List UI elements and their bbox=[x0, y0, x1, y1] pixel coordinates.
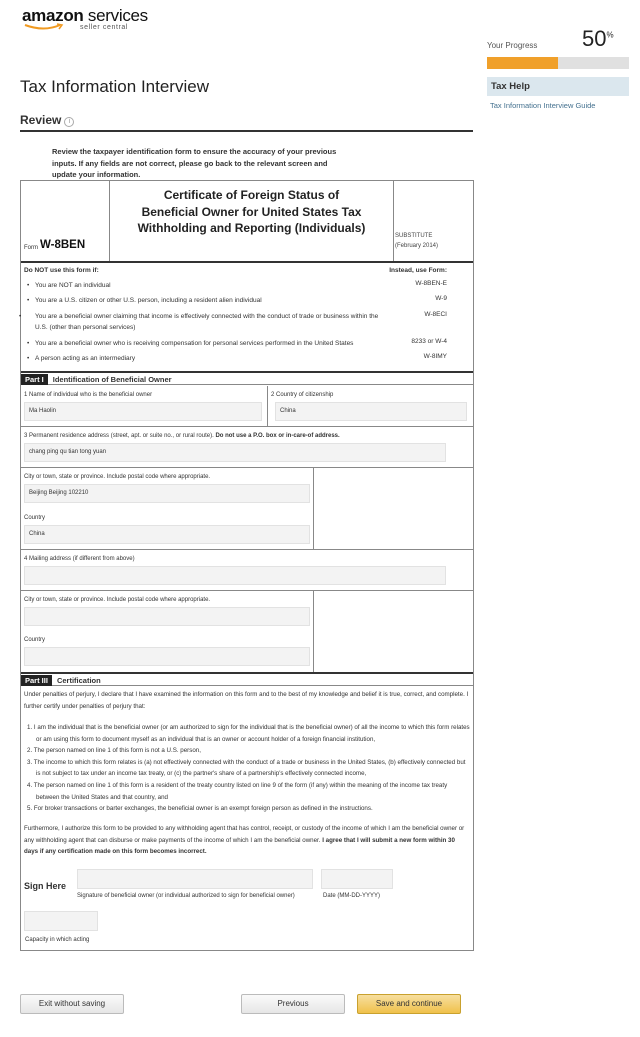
review-divider bbox=[20, 130, 473, 132]
instead-use-heading: Instead, use Form: bbox=[389, 267, 447, 274]
tax-interview-guide-link[interactable]: Tax Information Interview Guide bbox=[490, 101, 596, 110]
signature-label: Signature of beneficial owner (or individual authorized to sign for beneficial owner) bbox=[77, 893, 295, 899]
certification-preamble: Under penalties of perjury, I declare that I have examined the information on this form and to the best of my knowledge and belief it is true, correct, and complete. I further certify under penalties of perjury that: bbox=[24, 691, 469, 710]
dont-use-item: • A person acting as an intermediary bbox=[27, 355, 136, 362]
certification-item: 4. The person named on line 1 of this form is a resident of the treaty country listed on line 9 of the form (if any) within the meaning of the income tax treaty between the United States and that country, and bbox=[27, 781, 448, 801]
progress-fill bbox=[487, 57, 558, 69]
mailing-field[interactable] bbox=[24, 566, 446, 585]
w8ben-form bbox=[20, 180, 474, 951]
dont-use-item: • You are NOT an individual bbox=[27, 282, 111, 289]
previous-button[interactable]: Previous bbox=[241, 994, 345, 1014]
info-icon[interactable]: i bbox=[64, 117, 74, 127]
progress-percent: 50% bbox=[582, 26, 614, 51]
signature-field[interactable] bbox=[77, 869, 313, 889]
form-revision: SUBSTITUTE (February 2014) bbox=[395, 233, 439, 249]
dont-use-form: W-8BEN-E bbox=[415, 280, 447, 287]
date-label: Date (MM-DD-YYYY) bbox=[323, 893, 381, 899]
mail-city-label: City or town, state or province. Include postal code where appropriate. bbox=[24, 597, 211, 603]
part1-header: Part I Identification of Beneficial Owner bbox=[21, 371, 473, 385]
address-label: 3 Permanent residence address (street, apt. or suite no., or rural route). Do not use a P.O. box or in-care-of address. bbox=[24, 433, 340, 439]
country-field[interactable]: China bbox=[24, 525, 310, 544]
form-title: Certificate of Foreign Status of Beneficial Owner for United States Tax Withholding and Reporting (Individuals) bbox=[110, 181, 394, 261]
form-label: Form bbox=[24, 245, 38, 251]
city-label: City or town, state or province. Include postal code where appropriate. bbox=[24, 474, 211, 480]
review-heading: Review i bbox=[20, 113, 74, 127]
mailing-label: 4 Mailing address (if different from above) bbox=[24, 556, 135, 562]
dont-use-form: W-9 bbox=[435, 295, 447, 302]
city-side-cell bbox=[314, 468, 474, 550]
dont-use-item: • You are a beneficial owner claiming that income is effectively connected with the conduct of trade or business within the U.S. (other than personal services) bbox=[19, 313, 379, 331]
address-field[interactable]: chang ping qu tian tong yuan bbox=[24, 443, 446, 462]
mail-city-field[interactable] bbox=[24, 607, 310, 626]
name-label: 1 Name of individual who is the beneficial owner bbox=[24, 392, 153, 398]
page-title: Tax Information Interview bbox=[20, 77, 209, 96]
dont-use-form: W-8IMY bbox=[423, 353, 447, 360]
progress-label: Your Progress bbox=[487, 41, 538, 50]
certification-item: 1. I am the individual that is the beneficial owner (or am authorized to sign for the individual that is the beneficial owner) of all the income to which this form relates or am using this form to document myself as an individual that is an owner or account holder of a foreign financial institution, bbox=[27, 724, 470, 743]
certification-list bbox=[27, 722, 471, 815]
tax-help-heading: Tax Help bbox=[487, 77, 629, 96]
dont-use-heading: Do NOT use this form if: bbox=[24, 267, 99, 274]
mail-country-field[interactable] bbox=[24, 647, 310, 666]
mail-city-side-cell bbox=[314, 591, 474, 673]
form-name: W-8BEN bbox=[40, 239, 86, 251]
amazon-services-logo bbox=[22, 6, 148, 31]
name-field[interactable]: Ma Haolin bbox=[24, 402, 262, 421]
logo-brand: amazon services bbox=[22, 6, 148, 25]
certification-item: 5. For broker transactions or barter exchanges, the beneficial owner is an exempt foreign person as defined in the instructions. bbox=[27, 805, 373, 813]
sign-here-label: Sign Here bbox=[24, 881, 67, 891]
mail-country-label: Country bbox=[24, 637, 46, 643]
date-field[interactable] bbox=[321, 869, 393, 889]
city-field[interactable]: Beijing Beijing 102210 bbox=[24, 484, 310, 503]
header-divider bbox=[21, 261, 473, 263]
save-and-continue-button[interactable]: Save and continue bbox=[357, 994, 461, 1014]
dont-use-item: • You are a beneficial owner who is receiving compensation for personal services performed in the United States bbox=[27, 340, 354, 347]
logo-subtitle: seller central bbox=[80, 24, 129, 31]
amazon-smile-icon bbox=[24, 23, 64, 31]
dont-use-form: W-8ECI bbox=[424, 311, 447, 318]
capacity-label: Capacity in which acting bbox=[25, 937, 90, 943]
citizenship-field[interactable]: China bbox=[275, 402, 467, 421]
form-id-cell bbox=[21, 181, 110, 261]
progress-bar bbox=[487, 57, 629, 69]
dont-use-item: • You are a U.S. citizen or other U.S. person, including a resident alien individual bbox=[27, 297, 262, 304]
furthermore-text: Furthermore, I authorize this form to be provided to any withholding agent that has control, receipt, or custody of the income of which I am the beneficial owner or any withholding agent that can disburse or make payments of the income of which I am the beneficial owner. I agree that I will submit a new form within 30 days if any certification made on this form becomes incorrect. bbox=[24, 825, 465, 856]
capacity-field[interactable] bbox=[24, 911, 98, 931]
part3-header: Part III Certification bbox=[21, 672, 473, 686]
country-label: Country bbox=[24, 515, 46, 521]
dont-use-form: 8233 or W-4 bbox=[411, 338, 447, 345]
certification-item: 2. The person named on line 1 of this form is not a U.S. person, bbox=[27, 747, 201, 755]
certification-item: 3. The income to which this form relates is (a) not effectively connected with the conduct of a trade or business in the United States, (b) effectively connected but is not subject to tax under an income tax treaty, or (c) the partner's share of a partnership's effectively connected income, bbox=[27, 758, 466, 778]
citizenship-label: 2 Country of citizenship bbox=[271, 392, 334, 398]
exit-without-saving-button[interactable]: Exit without saving bbox=[20, 994, 124, 1014]
review-instructions: Review the taxpayer identification form to ensure the accuracy of your previous inputs. If any fields are not correct, please go back to the relevant screen and update your information. bbox=[52, 147, 337, 179]
